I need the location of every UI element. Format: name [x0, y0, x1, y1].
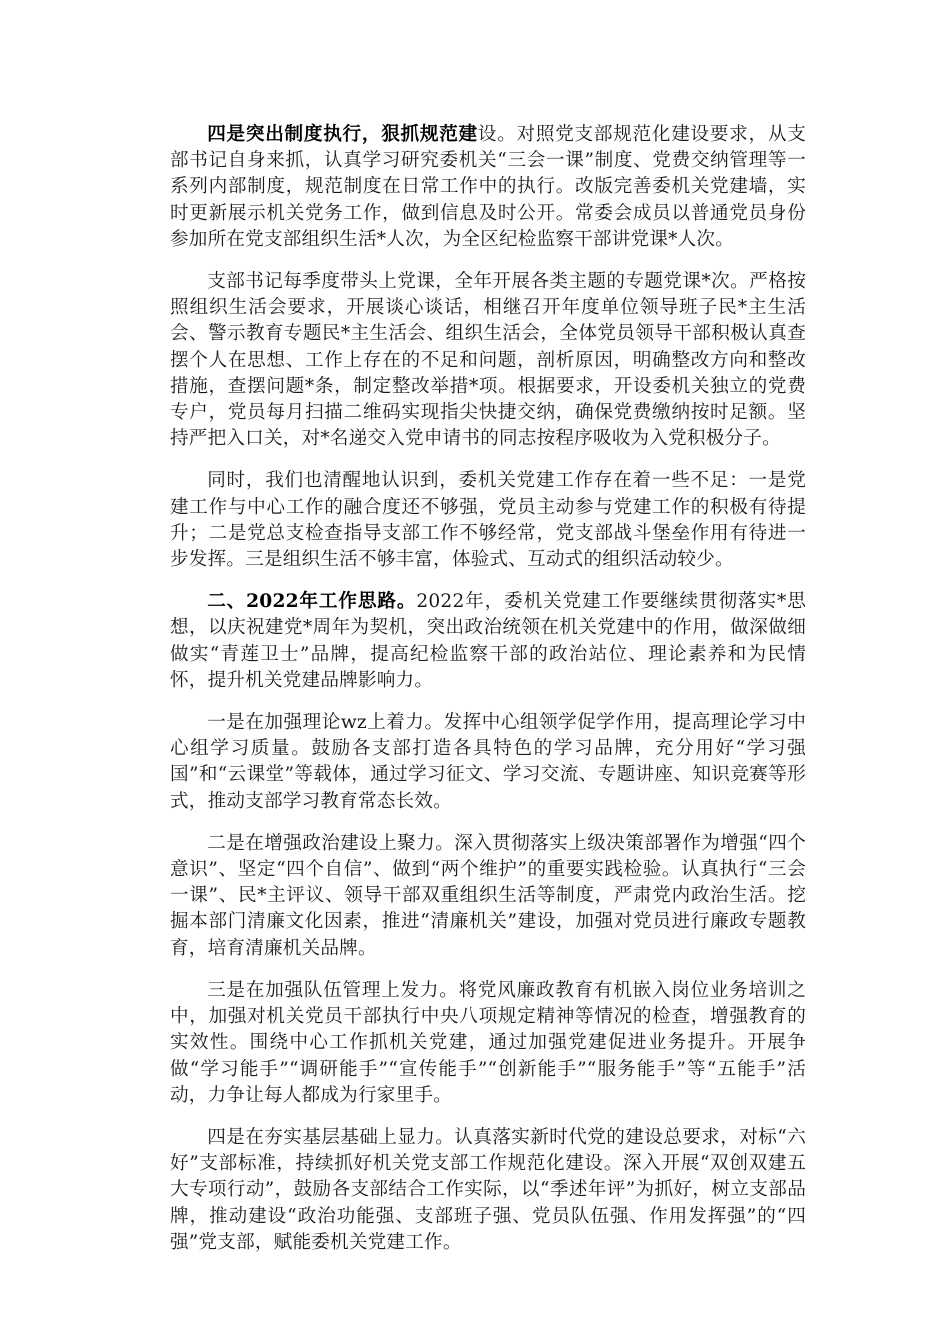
paragraph-5	[170, 710, 806, 815]
paragraph-6	[170, 831, 806, 962]
paragraph-7	[170, 978, 806, 1109]
paragraph-4	[170, 589, 806, 694]
paragraph-text: 2022年，委机关党建工作要继续贯彻落实*思想，以庆祝建党*周年为契机，突出政治统领在机关党建中的作用，做深做细做实“青莲卫士”品牌，提高纪检监察干部的政治站位、理论素养和为民情怀，提升机关党建品牌影响力。	[170, 591, 806, 691]
paragraph-text: 四是在夯实基层基础上显力。认真落实新时代党的建设总要求，对标“六好”支部标准，持续抓好机关党支部工作规范化建设。深入开展“双创双建五大专项行动”，鼓励各支部结合工作实际，以“季述年评”为抓好，树立支部品牌，推动建设“政治功能强、支部班子强、党员队伍强、作用发挥强”的“四强”党支部，赋能委机关党建工作。	[170, 1126, 806, 1253]
paragraph-text: 支部书记每季度带头上党课，全年开展各类主题的专题党课*次。严格按照组织生活会要求，开展谈心谈话，相继召开年度单位领导班子民*主生活会、警示教育专题民*主生活会、组织生活会，全体党员领导干部积极认真查摆个人在思想、工作上存在的不足和问题，剖析原因，明确整改方向和整改措施，查摆问题*条，制定整改举措*项。根据要求，开设委机关独立的党费专户，党员每月扫描二维码实现指尖快捷交纳，确保党费缴纳按时足额。坚持严把入口关，对*名递交入党申请书的同志按程序吸收为入党积极分子。	[170, 271, 806, 450]
paragraph-8	[170, 1125, 806, 1256]
paragraph-text: 一是在加强理论wz上着力。发挥中心组领学促学作用，提高理论学习中心组学习质量。鼓励各支部打造各具特色的学习品牌，充分用好“学习强国”和“云课堂”等载体，通过学习征文、学习交流、专题讲座、知识竞赛等形式，推动支部学习教育常态长效。	[170, 712, 806, 812]
paragraph-text: 同时，我们也清醒地认识到，委机关党建工作存在着一些不足：一是党建工作与中心工作的融合度还不够强，党员主动参与党建工作的积极有待提升；二是党总支检查指导支部工作不够经常，党支部战斗堡垒作用有待进一步发挥。三是组织生活不够丰富，体验式、互动式的组织活动较少。	[170, 470, 806, 571]
paragraph-lead: 四是突出制度执行，狠抓规范建	[207, 124, 478, 145]
paragraph-text: 设。对照党支部规范化建设要求，从支部书记自身来抓，认真学习研究委机关“三会一课”制度、党费交纳管理等一系列内部制度，规范制度在日常工作中的执行。改版完善委机关党建墙，实时更新展示机关党务工作，做到信息及时公开。常委会成员以普通党员身份参加所在党支部组织生活*人次，为全区纪检监察干部讲党课*人次。	[170, 124, 806, 250]
document-body	[170, 122, 806, 1272]
paragraph-3	[170, 468, 806, 573]
paragraph-text: 三是在加强队伍管理上发力。将党风廉政教育有机嵌入岗位业务培训之中，加强对机关党员干部执行中央八项规定精神等情况的检查，增强教育的实效性。围绕中心工作抓机关党建，通过加强党建促进业务提升。开展争做“学习能手”“调研能手”“宣传能手”“创新能手”“服务能手”等“五能手”活动，力争让每人都成为行家里手。	[170, 979, 806, 1106]
paragraph-lead: 二、2022年工作思路。	[207, 591, 417, 613]
paragraph-1	[170, 122, 806, 253]
paragraph-2	[170, 269, 806, 452]
paragraph-text: 二是在增强政治建设上聚力。深入贯彻落实上级决策部署作为增强“四个意识”、坚定“四个自信”、做到“两个维护”的重要实践检验。认真执行“三会一课”、民*主评议、领导干部双重组织生活等制度，严肃党内政治生活。挖掘本部门清廉文化因素，推进“清廉机关”建设，加强对党员进行廉政专题教育，培育清廉机关品牌。	[170, 832, 806, 959]
